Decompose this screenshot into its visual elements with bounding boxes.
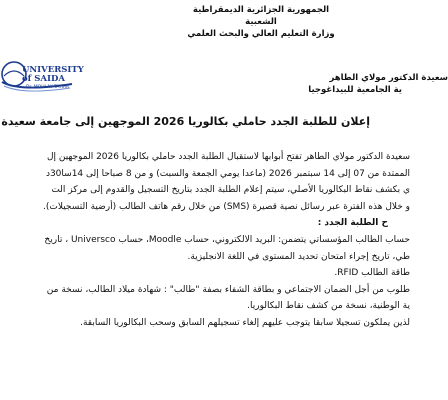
- body-line: و خلال هذه الفترة عبر رسائل نصية قصيرة (SMS) من خلال رقم هاتف الطالب (أرضية التسجيلات).: [42, 201, 410, 212]
- ministry-name: وزارة التعليم العالي والبحث العلمي: [187, 29, 335, 39]
- body-line: لذين يملكون تسجيلا سابقا يتوجب عليهم إلغاء تسجيلهم السابق وسحب البكالوريا السابقة.: [80, 317, 410, 328]
- body-line: طلوب من أجل الضمان الاجتماعي و بطاقة الشفاء بصفة "طالب" : شهادة ميلاد الطالب، نسخة من: [46, 284, 410, 295]
- body-line: حساب الطالب المؤسساتي يتضمن: البريد الالكتروني، حساب Moodle، حساب Universco ، تاريخ: [44, 234, 410, 245]
- logo-name-line1: UNIVERSITY: [22, 65, 84, 75]
- university-department: ية الجامعية للبيداغوجيا: [308, 84, 402, 95]
- body-line: سعيدة الدكتور مولاي الطاهر تفتح أبوابها لاستقبال الطلبة الجدد حاملي بكالوريا 2026 الموجهين إل: [46, 152, 410, 162]
- body-line: طي، تاريخ إجراء امتحان تحديد المستوى في اللغة الانجليزية.: [187, 251, 410, 262]
- body-line: الممتدة من 07 إلى 14 سبتمبر 2026 (ماعدا يومي الجمعة والسبت) و من 8 صباحا إلى 14سا30د: [45, 168, 410, 179]
- logo-wordmark: [22, 66, 84, 84]
- university-logo: [0, 54, 84, 98]
- government-header: [186, 4, 336, 40]
- republic-name: الجمهورية الجزائرية الديمقراطية الشعبية: [192, 5, 330, 27]
- announcement-title: إعلان للطلبة الجدد حاملي بكالوريا 2026 الموجهين إلى جامعة سعيدة: [1, 115, 370, 128]
- university-header: [250, 73, 448, 96]
- body-subheading: ح الطلبة الجدد :: [317, 218, 388, 229]
- body-line: ية الوطنية، نسخة من كشف نقاط البكالوريا.: [247, 301, 410, 312]
- body-line: طاقة الطالب RFID.: [334, 268, 410, 279]
- body-line: ي بكشف نقاط البكالوريا الأصلي، سيتم إعلام الطلبة الجدد بتاريخ التسجيل والقدوم إلى مركز الت: [51, 185, 410, 196]
- logo-subtitle: Dr. MOULAY TAHAR: [26, 85, 70, 90]
- announcement-body: [0, 149, 410, 332]
- logo-name-line2: of SAIDA: [22, 74, 65, 84]
- university-name: سعيدة الدكتور مولاي الطاهر: [329, 73, 448, 83]
